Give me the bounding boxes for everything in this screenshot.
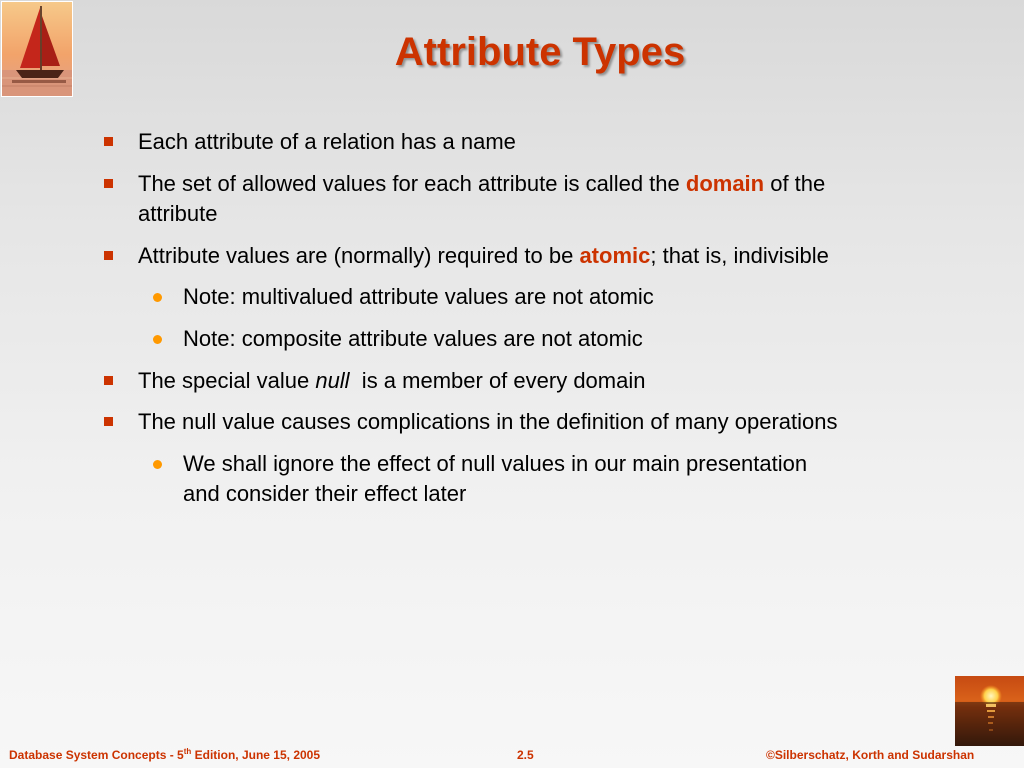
decorative-swoosh bbox=[1000, 607, 1024, 612]
list-item bbox=[138, 241, 968, 271]
sunset-over-water-image bbox=[955, 676, 1024, 746]
bullet-text: The null value causes complications in the definition of many operations bbox=[138, 409, 838, 434]
bullet-text-segment: is a member of every domain bbox=[349, 368, 646, 393]
bullet-text-segment: Attribute values are (normally) required to be bbox=[138, 243, 580, 268]
footer-book-title bbox=[9, 747, 320, 763]
footer-ordinal-suffix: th bbox=[183, 747, 192, 756]
bullet-text: Note: multivalued attribute values are not atomic bbox=[183, 284, 654, 309]
page-number: 2.5 bbox=[517, 748, 534, 762]
slide-title: Attribute Types bbox=[394, 30, 686, 74]
highlight-term: domain bbox=[685, 171, 765, 196]
list-item bbox=[138, 127, 968, 157]
highlight-term: atomic bbox=[579, 243, 651, 268]
round-bullet-icon bbox=[153, 335, 162, 344]
list-item bbox=[138, 407, 968, 437]
footer-edition-date: Edition, June 15, 2005 bbox=[191, 748, 321, 762]
list-item bbox=[138, 169, 968, 229]
square-bullet-icon bbox=[104, 251, 113, 260]
italic-term: null bbox=[315, 368, 350, 393]
list-item bbox=[183, 324, 963, 354]
square-bullet-icon bbox=[104, 179, 113, 188]
bullet-text-continuation: attribute bbox=[138, 201, 218, 226]
bullet-text: We shall ignore the effect of null values in our main presentation bbox=[183, 451, 808, 476]
bullet-text-line bbox=[138, 241, 968, 271]
bullet-text-segment: The set of allowed values for each attribute is called the bbox=[138, 171, 686, 196]
list-item bbox=[183, 449, 963, 509]
round-bullet-icon bbox=[153, 293, 162, 302]
bullet-text: Note: composite attribute values are not atomic bbox=[183, 326, 643, 351]
bullet-text: Each attribute of a relation has a name bbox=[138, 129, 516, 154]
square-bullet-icon bbox=[104, 376, 113, 385]
bullet-text-continuation: and consider their effect later bbox=[183, 481, 467, 506]
bullet-text-segment: ; that is, indivisible bbox=[650, 243, 829, 268]
bullet-text-segment: of the bbox=[764, 171, 826, 196]
list-item bbox=[183, 282, 963, 312]
bullet-text-segment: The special value bbox=[138, 368, 316, 393]
footer-copyright: ©Silberschatz, Korth and Sudarshan bbox=[766, 748, 975, 762]
list-item bbox=[138, 366, 968, 396]
square-bullet-icon bbox=[104, 137, 113, 146]
bullet-text-line bbox=[138, 169, 968, 199]
footer-book-title-text: Database System Concepts - 5 bbox=[9, 748, 184, 762]
round-bullet-icon bbox=[153, 460, 162, 469]
square-bullet-icon bbox=[104, 417, 113, 426]
bullet-text-line bbox=[138, 366, 968, 396]
sunset-icon bbox=[955, 676, 1024, 746]
